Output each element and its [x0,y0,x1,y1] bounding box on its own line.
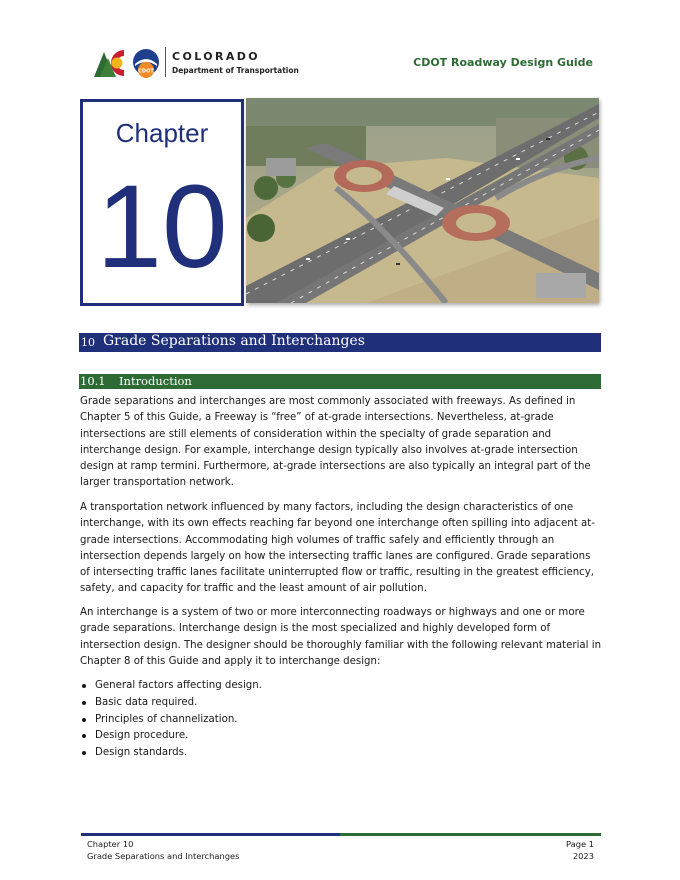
heading-2 [79,374,601,389]
footer-page-number: Page 1 [565,839,594,849]
footer-year: 2023 [572,851,594,861]
chapter-word: Chapter [115,118,209,148]
chapter-box [80,99,244,306]
footer-chapter-title: Grade Separations and Interchanges [87,851,240,861]
list-item-text: Design procedure. [95,730,189,742]
list-item [80,728,262,745]
list-item-text: General factors affecting design. [95,680,262,691]
logo-divider [165,47,166,77]
list-item [80,678,262,695]
list-item-text: Principles of channelization. [95,713,238,725]
list-item-text: Design standards. [95,747,188,759]
aerial-interchange-photo [246,98,599,303]
footer-rule-green [340,833,601,836]
list-item [80,745,262,762]
page-header [0,0,680,90]
cdot-logo [94,44,299,82]
list-item-text: Basic data required. [95,696,198,708]
heading-2-title: Introduction [119,374,192,388]
bullet-icon [82,701,86,705]
paragraph: An interchange is a system of two or more interconnecting roadways or highways and one or more grade separations. Interchange design is the most specialized and highly developed form of intersection design. The designer should be thoroughly familiar with the following relevant material in Chapter 8 of this Guide and apply it to interchange design: [80,607,602,667]
bullet-icon [82,751,86,755]
bullet-list [80,678,262,762]
logo-badge-text: CDOT [138,68,154,75]
paragraph: A transportation network influenced by many factors, including the design characteristics of one interchange, with its own effects reaching far beyond one interchange often spilling into adjacent at-grade intersections. Accommodating high volumes of traffic safely and efficiently through an intersection depends largely on how the intersecting traffic lanes are configured. Grade separations of intersecting traffic lanes facilitate uninterrupted flow or traffic, resulting in the greatest efficiency, safety, and capacity for traffic and the least amount of air pollution. [80,502,595,595]
logo-department: Department of Transportation [172,66,299,75]
footer-chapter: Chapter 10 [87,839,134,849]
bullet-icon [82,734,86,738]
guide-title: CDOT Roadway Design Guide [413,56,593,69]
list-item [80,712,262,729]
heading-1-title: Grade Separations and Interchanges [103,333,365,349]
interchange-photo-icon [246,98,599,303]
heading-1-number: 10 [81,336,95,349]
colorado-logo-icon [94,44,164,82]
footer-rule-blue [81,833,340,836]
bullet-icon [82,718,86,722]
heading-2-number: 10.1 [80,374,106,388]
paragraph: Grade separations and interchanges are most commonly associated with freeways. As defined in Chapter 5 of this Guide, a Freeway is “free” of at-grade intersections. Nevertheless, at-grade intersections are still elements of consideration within the specialty of grade separation and interchange design. For example, interchange design typically also involves at-grade intersection design at ramp termini. Furthermore, at-grade intersections are also typically an integral part of the larger transportation network. [80,396,591,489]
chapter-number: 10 [96,161,228,293]
bullet-icon [82,684,86,688]
list-item [80,695,262,712]
logo-wordmark: COLORADO [172,50,261,63]
heading-1 [79,333,601,352]
